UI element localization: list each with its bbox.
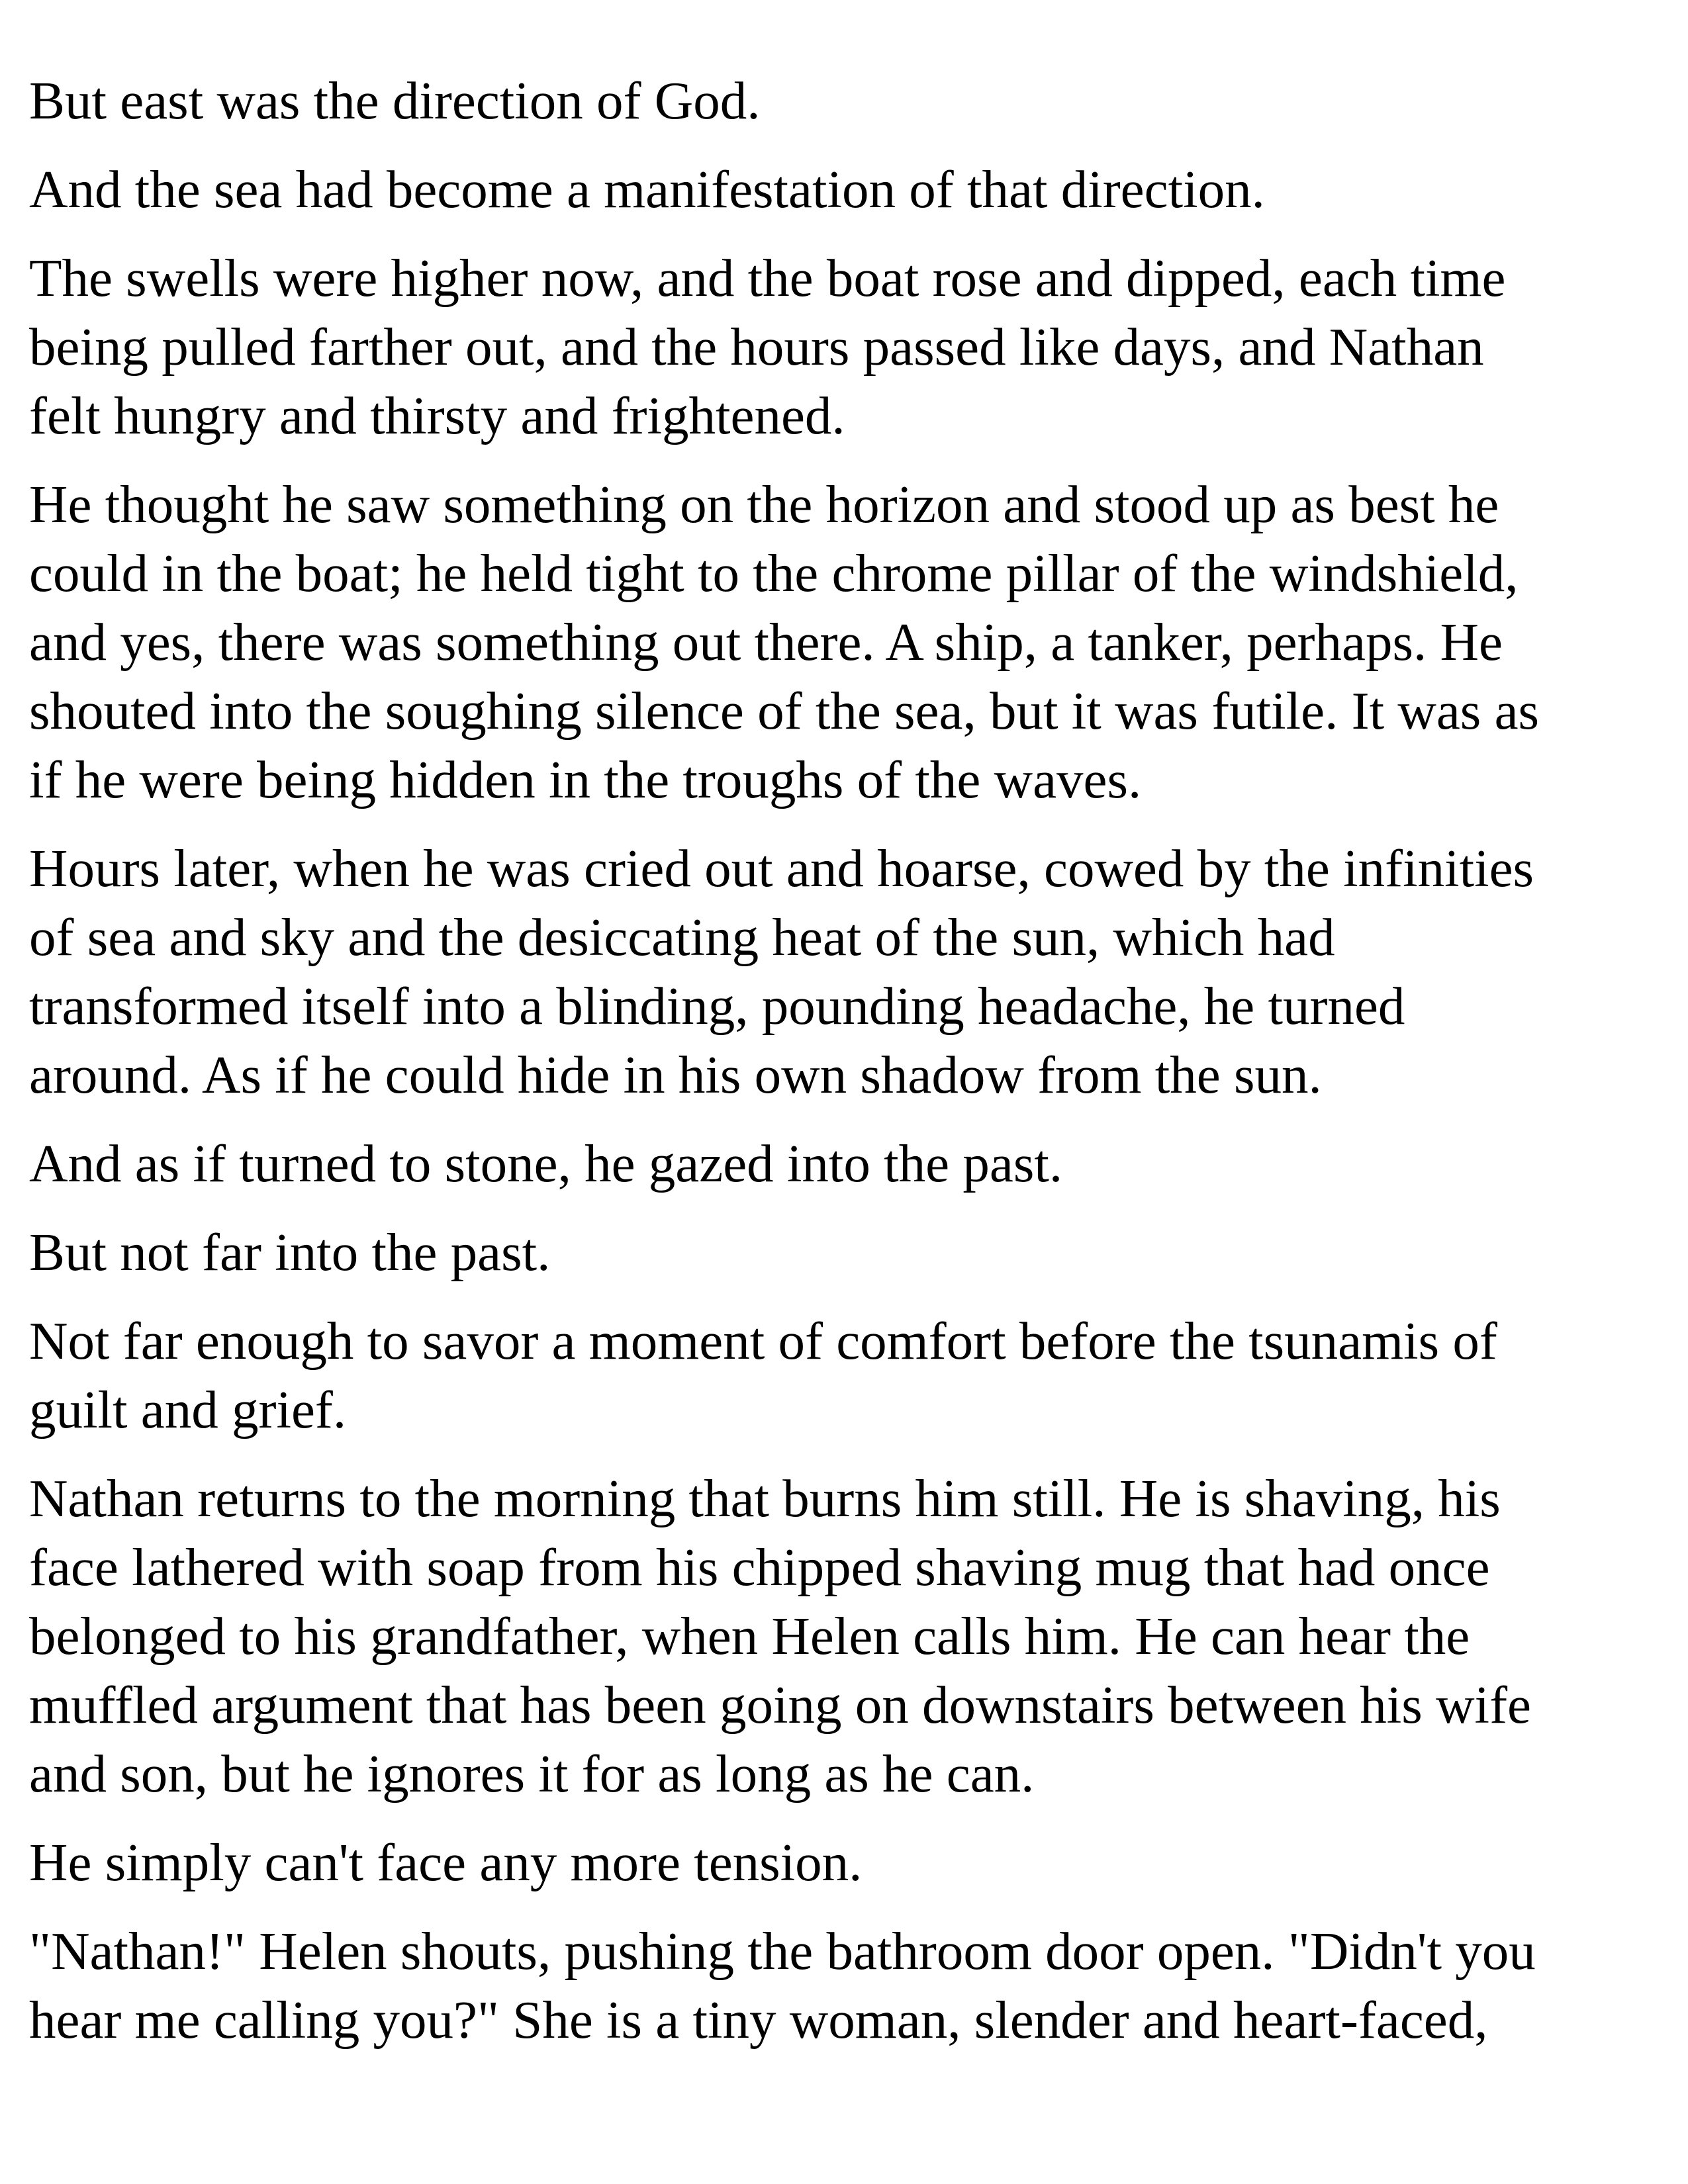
text-line: Nathan returns to the morning that burns him still. He is shaving, his — [29, 1469, 1501, 1528]
paragraph-3 — [29, 244, 1671, 450]
text-line: But not far into the past. — [29, 1222, 551, 1282]
paragraph-11 — [29, 1917, 1671, 2054]
text-line: shouted into the soughing silence of the sea, but it was futile. It was as — [29, 681, 1540, 741]
text-line: if he were being hidden in the troughs of the waves. — [29, 750, 1142, 809]
document-page — [29, 66, 1671, 2074]
paragraph-1 — [29, 66, 1671, 135]
paragraph-2 — [29, 155, 1671, 224]
text-line: He simply can't face any more tension. — [29, 1833, 863, 1892]
text-line: muffled argument that has been going on downstairs between his wife — [29, 1675, 1531, 1735]
text-line: "Nathan!" Helen shouts, pushing the bathroom door open. "Didn't you — [29, 1921, 1536, 1981]
text-line: And as if turned to stone, he gazed into the past. — [29, 1134, 1063, 1193]
paragraph-10 — [29, 1828, 1671, 1897]
text-line: He thought he saw something on the horizon and stood up as best he — [29, 475, 1499, 534]
text-line: transformed itself into a blinding, pounding headache, he turned — [29, 976, 1405, 1036]
text-line: But east was the direction of God. — [29, 71, 761, 130]
text-line: face lathered with soap from his chipped shaving mug that had once — [29, 1537, 1490, 1597]
text-line: hear me calling you?" She is a tiny woman, slender and heart-faced, — [29, 1990, 1488, 2050]
text-line: belonged to his grandfather, when Helen calls him. He can hear the — [29, 1606, 1470, 1666]
text-line: and yes, there was something out there. A ship, a tanker, perhaps. He — [29, 612, 1503, 672]
text-line: being pulled farther out, and the hours passed like days, and Nathan — [29, 317, 1484, 377]
text-line: Hours later, when he was cried out and hoarse, cowed by the infinities — [29, 839, 1534, 898]
paragraph-9 — [29, 1464, 1671, 1808]
text-line: felt hungry and thirsty and frightened. — [29, 386, 845, 445]
text-line: guilt and grief. — [29, 1380, 347, 1439]
paragraph-6 — [29, 1129, 1671, 1198]
text-line: around. As if he could hide in his own shadow from the sun. — [29, 1045, 1322, 1105]
text-line: Not far enough to savor a moment of comfort before the tsunamis of — [29, 1311, 1497, 1371]
paragraph-7 — [29, 1218, 1671, 1287]
text-line: could in the boat; he held tight to the chrome pillar of the windshield, — [29, 543, 1519, 603]
paragraph-5 — [29, 834, 1671, 1109]
text-line: And the sea had become a manifestation of that direction. — [29, 159, 1265, 219]
paragraph-4 — [29, 470, 1671, 814]
text-line: and son, but he ignores it for as long as he can. — [29, 1744, 1035, 1803]
text-line: of sea and sky and the desiccating heat of the sun, which had — [29, 907, 1335, 967]
text-line: The swells were higher now, and the boat rose and dipped, each time — [29, 248, 1506, 308]
paragraph-8 — [29, 1306, 1671, 1444]
